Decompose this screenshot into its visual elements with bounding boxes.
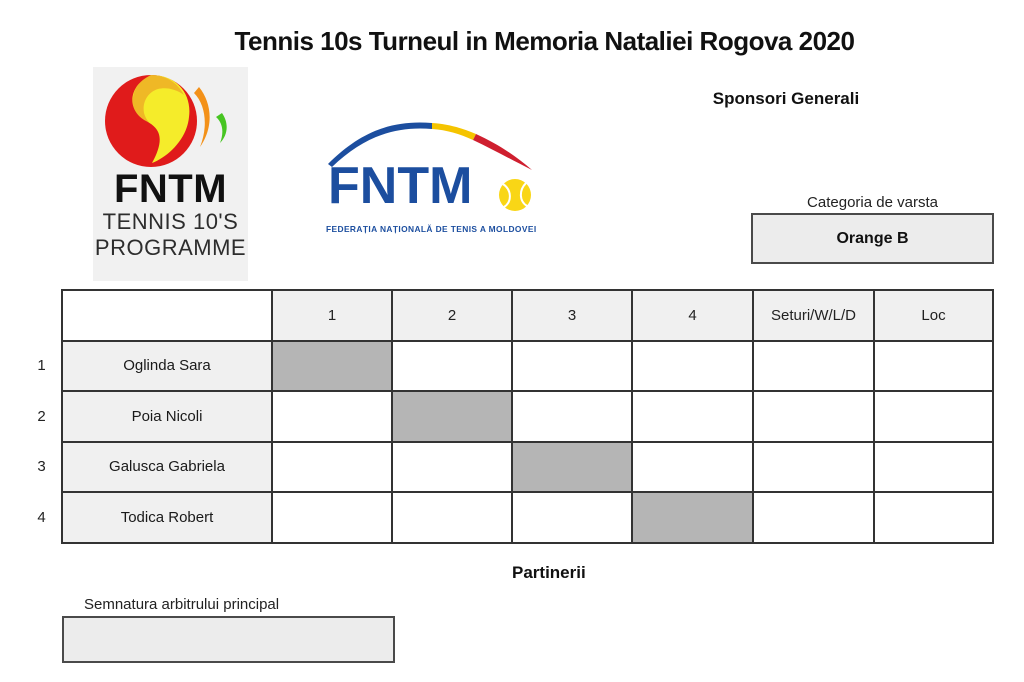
tennis10s-ball-icon — [96, 69, 246, 173]
fntm-federation-logo — [322, 112, 540, 244]
tennis10s-programme-logo — [93, 67, 248, 281]
match-cell — [392, 492, 512, 543]
table-header-row — [22, 290, 993, 341]
match-cell — [392, 341, 512, 392]
player-name-cell: Oglinda Sara — [62, 341, 272, 392]
gutter-blank — [22, 290, 62, 341]
center-logo-subtitle: FEDERAȚIA NAȚIONALĂ DE TENIS A MOLDOVEI — [326, 224, 537, 234]
signature-box — [62, 616, 395, 663]
left-logo-line2: TENNIS 10'S — [102, 209, 239, 234]
blocked-cell — [512, 442, 632, 493]
header-sets: Seturi/W/L/D — [753, 290, 874, 341]
table-row — [22, 442, 993, 493]
match-cell — [632, 442, 753, 493]
header-col-4: 4 — [632, 290, 753, 341]
sets-cell — [753, 341, 874, 392]
row-number: 2 — [22, 391, 62, 442]
blocked-cell — [632, 492, 753, 543]
match-cell — [632, 341, 753, 392]
left-logo-line3: PROGRAMME — [94, 234, 247, 260]
sponsors-heading: Sponsori Generali — [712, 89, 860, 108]
match-cell — [512, 492, 632, 543]
table-row — [22, 391, 993, 442]
player-name-cell: Galusca Gabriela — [62, 442, 272, 493]
category-label: Categoria de varsta — [807, 194, 938, 211]
blocked-cell — [392, 391, 512, 442]
page-title: Tennis 10s Turneul in Memoria Nataliei Rogova 2020 — [234, 26, 855, 56]
category-value: Orange B — [836, 229, 909, 247]
match-cell — [512, 391, 632, 442]
header-col-1: 1 — [272, 290, 392, 341]
center-logo-name: FNTM — [328, 157, 473, 215]
match-cell — [272, 492, 392, 543]
category-value-box — [751, 213, 994, 264]
table-row — [22, 341, 993, 392]
place-cell — [874, 341, 993, 392]
sets-cell — [753, 492, 874, 543]
place-cell — [874, 492, 993, 543]
match-cell — [512, 341, 632, 392]
row-number: 1 — [22, 341, 62, 392]
match-cell — [272, 442, 392, 493]
match-cell — [392, 442, 512, 493]
player-name-cell: Poia Nicoli — [62, 391, 272, 442]
table-row — [22, 492, 993, 543]
blocked-cell — [272, 341, 392, 392]
left-logo-name: FNTM — [113, 167, 228, 211]
place-cell — [874, 391, 993, 442]
partners-heading: Partinerii — [512, 563, 586, 582]
sets-cell — [753, 442, 874, 493]
header-player — [62, 290, 272, 341]
row-number: 3 — [22, 442, 62, 493]
place-cell — [874, 442, 993, 493]
header-col-2: 2 — [392, 290, 512, 341]
signature-label: Semnatura arbitrului principal — [84, 596, 280, 613]
header-col-3: 3 — [512, 290, 632, 341]
results-table — [22, 289, 994, 544]
match-cell — [272, 391, 392, 442]
player-name-cell: Todica Robert — [62, 492, 272, 543]
header-place: Loc — [874, 290, 993, 341]
sets-cell — [753, 391, 874, 442]
row-number: 4 — [22, 492, 62, 543]
match-cell — [632, 391, 753, 442]
